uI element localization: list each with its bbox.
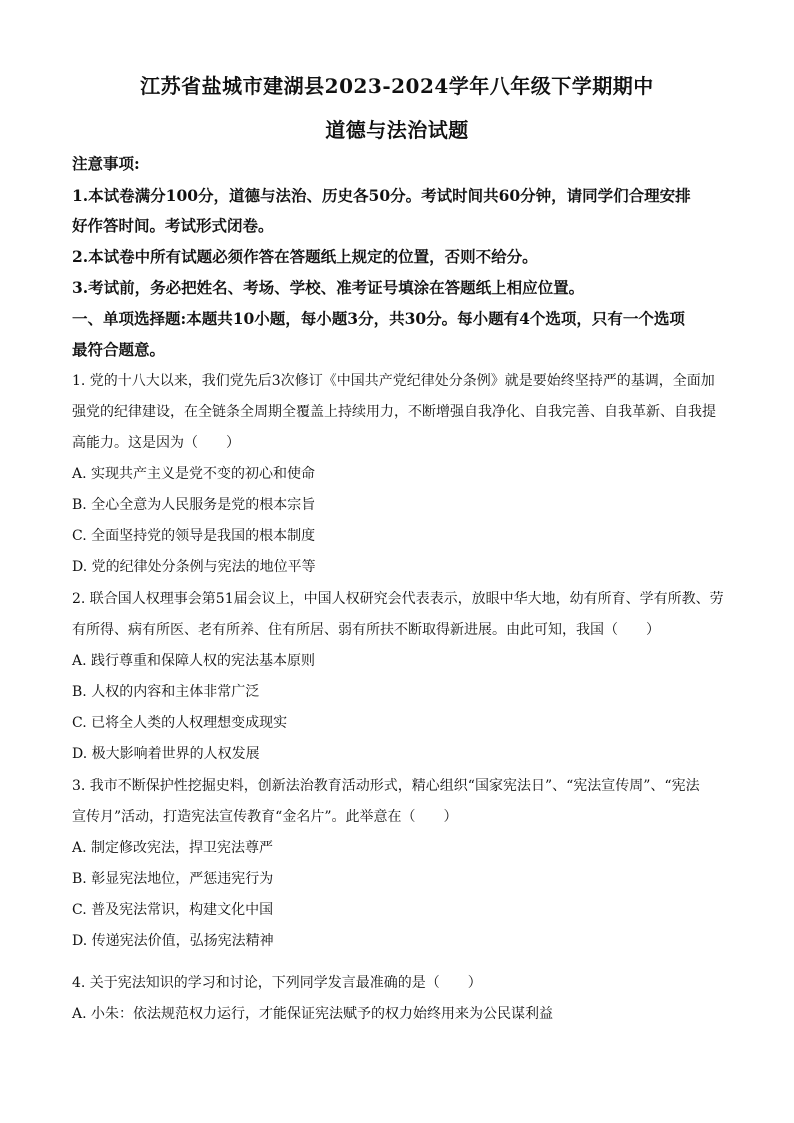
option-a: A. 小朱：依法规范权力运行，才能保证宪法赋予的权力始终用来为公民谋利益 bbox=[72, 1006, 554, 1022]
option-b: B. 人权的内容和主体非常广泛 bbox=[72, 684, 260, 700]
notice-item-1-cont: 好作答时间。考试形式闭卷。 bbox=[72, 216, 274, 235]
question-text: 2. 联合国人权理事会第51届会议上，中国人权研究会代表表示，放眼中华大地，幼有所育、学有所教、劳 bbox=[72, 591, 724, 607]
exam-subtitle: 道德与法治试题 bbox=[325, 118, 469, 142]
option-c: C. 全面坚持党的领导是我国的根本制度 bbox=[72, 528, 316, 544]
question-text: 高能力。这是因为（ ） bbox=[72, 435, 240, 451]
notice-heading: 注意事项: bbox=[72, 154, 140, 173]
question-text: 3. 我市不断保护性挖掘史料，创新法治教育活动形式，精心组织“国家宪法日”、“宪法宣传周”、“宪法 bbox=[72, 778, 700, 794]
option-c: C. 已将全人类的人权理想变成现实 bbox=[72, 715, 288, 731]
option-b: B. 彰显宪法地位，严惩违宪行为 bbox=[72, 871, 274, 887]
section-heading-cont: 最符合题意。 bbox=[72, 340, 166, 359]
section-heading: 一、单项选择题:本题共10小题，每小题3分，共30分。每小题有4个选项，只有一个选项 bbox=[72, 309, 685, 328]
option-d: D. 极大影响着世界的人权发展 bbox=[72, 746, 260, 762]
question-text: 强党的纪律建设，在全链条全周期全覆盖上持续用力，不断增强自我净化、自我完善、自我革新、自我提 bbox=[72, 404, 716, 420]
question-text: 4. 关于宪法知识的学习和讨论，下列同学发言最准确的是（ ） bbox=[72, 975, 482, 991]
option-d: D. 传递宪法价值，弘扬宪法精神 bbox=[72, 933, 274, 949]
option-b: B. 全心全意为人民服务是党的根本宗旨 bbox=[72, 497, 316, 513]
notice-item-2: 2.本试卷中所有试题必须作答在答题纸上规定的位置，否则不给分。 bbox=[72, 247, 538, 266]
option-a: A. 践行尊重和保障人权的宪法基本原则 bbox=[72, 653, 316, 669]
question-text: 1. 党的十八大以来，我们党先后3次修订《中国共产党纪律处分条例》就是要始终坚持严的基调，全面加 bbox=[72, 373, 715, 389]
option-d: D. 党的纪律处分条例与宪法的地位平等 bbox=[72, 559, 316, 575]
exam-title: 江苏省盐城市建湖县2023-2024学年八年级下学期期中 bbox=[140, 74, 654, 98]
option-c: C. 普及宪法常识，构建文化中国 bbox=[72, 902, 274, 918]
option-a: A. 制定修改宪法，捍卫宪法尊严 bbox=[72, 840, 274, 856]
question-text: 宣传月”活动，打造宪法宣传教育“金名片”。此举意在（ ） bbox=[72, 809, 458, 825]
option-a: A. 实现共产主义是党不变的初心和使命 bbox=[72, 466, 316, 482]
question-text: 有所得、病有所医、老有所养、住有所居、弱有所扶不断取得新进展。由此可知，我国（ ） bbox=[72, 622, 660, 638]
notice-item-1: 1.本试卷满分100分，道德与法治、历史各50分。考试时间共60分钟，请同学们合理安排 bbox=[72, 186, 691, 205]
notice-item-3: 3.考试前，务必把姓名、考场、学校、准考证号填涂在答题纸上相应位置。 bbox=[72, 278, 585, 297]
